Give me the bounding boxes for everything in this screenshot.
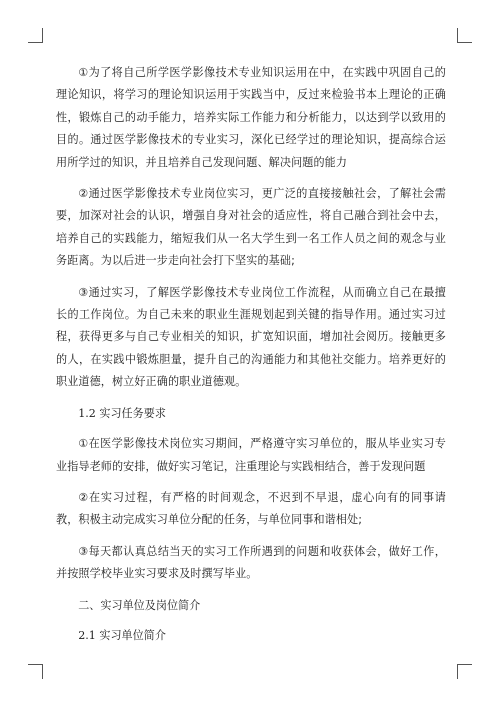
paragraph-purpose-1: ①为了将自己所学医学影像技术专业知识运用在中，在实践中巩固自己的理论知识，将学习的理论知识运用于实践当中，反过来检验书本上理论的正确性，锻炼自己的动手能力，培养实际工作能力和分析能力，以达到学以致用的目的。通过医学影像技术的专业实习，深化已经学过的理论知识，提高综合运用所学过的知识，并且培养自己发现问题、解决问题的能力 bbox=[56, 66, 446, 169]
crop-mark-bottom-right bbox=[457, 664, 472, 679]
crop-mark-top-right bbox=[457, 28, 472, 43]
paragraph-purpose-2: ②通过医学影像技术专业岗位实习，更广泛的直接接触社会，了解社会需要，加深对社会的认识，增强自身对社会的适应性，将自己融合到社会中去，培养自己的实践能力，缩短我们从一名大学生到一名工作人员之间的观念与业务距离。为以后进一步走向社会打下坚实的基础; bbox=[56, 187, 446, 268]
section-heading-1-2: 1.2 实习任务要求 bbox=[78, 406, 166, 420]
paragraph-task-2: ②在实习过程，有严格的时间观念，不迟到不早退，虚心向有的同事请教，积极主动完成实习单位分配的任务，与单位同事和谐相处; bbox=[56, 490, 446, 527]
section-heading-2-1: 2.1 实习单位简介 bbox=[78, 628, 166, 642]
document-body bbox=[56, 62, 446, 655]
section-heading-2: 二、实习单位及岗位简介 bbox=[78, 598, 201, 612]
paragraph-task-1: ①在医学影像技术岗位实习期间，严格遵守实习单位的，服从毕业实习专业指导老师的安排，做好实习笔记，注重理论与实践相结合，善于发现问题 bbox=[56, 437, 446, 473]
crop-mark-bottom-left bbox=[28, 664, 43, 679]
paragraph-task-3: ③每天都认真总结当天的实习工作所遇到的问题和收获体会，做好工作，并按照学校毕业实习要求及时撰写毕业。 bbox=[56, 544, 446, 581]
paragraph-purpose-3: ③通过实习，了解医学影像技术专业岗位工作流程，从而确立自己在最擅长的工作岗位。为自己未来的职业生涯规划起到关键的指导作用。通过实习过程，获得更多与自己专业相关的知识，扩宽知识面，增加社会阅历。接触更多的人，在实践中锻炼胆量，提升自己的沟通能力和其他社交能力。培养更好的职业道德，树立好正确的职业道德观。 bbox=[56, 285, 446, 389]
crop-mark-top-left bbox=[28, 28, 43, 43]
